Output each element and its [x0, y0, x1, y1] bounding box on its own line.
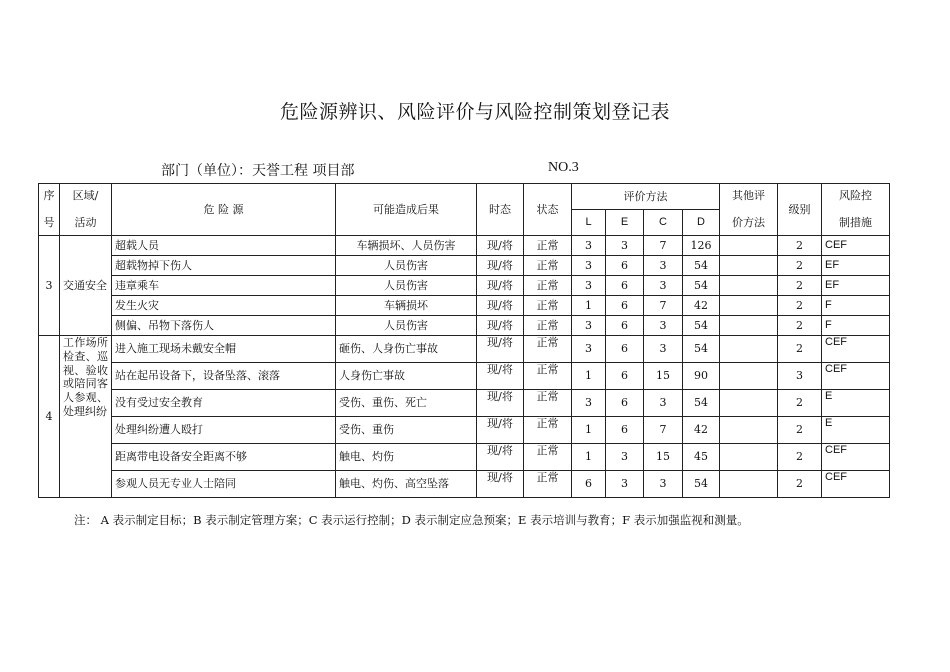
level-cell: 2	[778, 444, 822, 471]
C-cell: 7	[644, 296, 683, 316]
D-cell: 54	[683, 336, 720, 363]
D-cell: 54	[683, 316, 720, 336]
hazard-cell: 进入施工现场未戴安全帽	[112, 336, 336, 363]
control-cell: F	[822, 296, 890, 316]
group-area: 交通安全	[60, 236, 112, 336]
C-cell: 3	[644, 336, 683, 363]
control-cell: EF	[822, 256, 890, 276]
state-cell: 正常	[524, 336, 572, 363]
table-row	[39, 236, 890, 256]
state-cell: 正常	[524, 471, 572, 498]
control-cell: CEF	[822, 444, 890, 471]
other-cell	[720, 363, 778, 390]
table-row	[39, 417, 890, 444]
hazard-cell: 没有受过安全教育	[112, 390, 336, 417]
header-row-1	[39, 184, 890, 210]
group-area: 工作场所 检查、巡视、验收或陪同客人参观、处理纠纷	[60, 336, 112, 498]
control-cell: E	[822, 417, 890, 444]
control-cell: CEF	[822, 336, 890, 363]
header-consequence: 可能造成后果	[336, 184, 477, 236]
consequence-cell: 人员伤害	[336, 256, 477, 276]
D-cell: 42	[683, 417, 720, 444]
L-cell: 3	[572, 276, 606, 296]
table-row	[39, 444, 890, 471]
legend-note: 注： A 表示制定目标；B 表示制定管理方案；C 表示运行控制；D 表示制定应急预案；E 表示培训与教育；F 表示加强监视和测量。	[74, 513, 749, 527]
level-cell: 2	[778, 316, 822, 336]
consequence-cell: 车辆损坏、人员伤害	[336, 236, 477, 256]
L-cell: 3	[572, 336, 606, 363]
document-title: 危险源辨识、风险评价与风险控制策划登记表	[279, 101, 670, 123]
table-row	[39, 276, 890, 296]
header-control: 风险控 制措施	[822, 184, 890, 236]
table-row	[39, 363, 890, 390]
state-cell: 正常	[524, 296, 572, 316]
tense-cell: 现/将	[477, 236, 524, 256]
consequence-cell: 受伤、重伤、死亡	[336, 390, 477, 417]
table-row	[39, 256, 890, 276]
hazard-cell: 超载人员	[112, 236, 336, 256]
L-cell: 3	[572, 390, 606, 417]
E-cell: 6	[606, 336, 644, 363]
L-cell: 3	[572, 236, 606, 256]
L-cell: 6	[572, 471, 606, 498]
other-cell	[720, 316, 778, 336]
header-hazard: 危 险 源	[112, 184, 336, 236]
tense-cell: 现/将	[477, 444, 524, 471]
D-cell: 45	[683, 444, 720, 471]
control-cell: F	[822, 316, 890, 336]
level-cell: 2	[778, 471, 822, 498]
hazard-cell: 站在起吊设备下，设备坠落、滚落	[112, 363, 336, 390]
E-cell: 6	[606, 417, 644, 444]
tense-cell: 现/将	[477, 276, 524, 296]
control-cell: CEF	[822, 363, 890, 390]
header-other-method: 其他评 价方法	[720, 184, 778, 236]
consequence-cell: 触电、灼伤	[336, 444, 477, 471]
level-cell: 2	[778, 296, 822, 316]
other-cell	[720, 471, 778, 498]
C-cell: 3	[644, 390, 683, 417]
table-row	[39, 471, 890, 498]
other-cell	[720, 276, 778, 296]
control-cell: E	[822, 390, 890, 417]
L-cell: 1	[572, 417, 606, 444]
E-cell: 6	[606, 390, 644, 417]
header-level: 级别	[778, 184, 822, 236]
tense-cell: 现/将	[477, 256, 524, 276]
hazard-cell: 参观人员无专业人士陪同	[112, 471, 336, 498]
D-cell: 126	[683, 236, 720, 256]
header-evaluation: 评价方法	[572, 184, 720, 210]
level-cell: 2	[778, 256, 822, 276]
consequence-cell: 人员伤害	[336, 276, 477, 296]
header-tense: 时态	[477, 184, 524, 236]
L-cell: 1	[572, 444, 606, 471]
department-label: 部门（单位）：天誉工程 项目部	[161, 163, 355, 179]
group-seq: 3	[39, 236, 60, 336]
L-cell: 3	[572, 316, 606, 336]
header-E: E	[606, 210, 644, 236]
hazard-cell: 处理纠纷遭人殴打	[112, 417, 336, 444]
state-cell: 正常	[524, 444, 572, 471]
C-cell: 15	[644, 444, 683, 471]
hazard-cell: 侧偏、吊物下落伤人	[112, 316, 336, 336]
table-row	[39, 316, 890, 336]
other-cell	[720, 296, 778, 316]
D-cell: 54	[683, 471, 720, 498]
control-cell: EF	[822, 276, 890, 296]
consequence-cell: 受伤、重伤	[336, 417, 477, 444]
tense-cell: 现/将	[477, 363, 524, 390]
other-cell	[720, 444, 778, 471]
hazard-cell: 超载物掉下伤人	[112, 256, 336, 276]
C-cell: 3	[644, 316, 683, 336]
D-cell: 54	[683, 390, 720, 417]
L-cell: 3	[572, 256, 606, 276]
E-cell: 6	[606, 276, 644, 296]
hazard-cell: 发生火灾	[112, 296, 336, 316]
E-cell: 3	[606, 444, 644, 471]
table-row	[39, 296, 890, 316]
consequence-cell: 人身伤亡事故	[336, 363, 477, 390]
C-cell: 3	[644, 471, 683, 498]
level-cell: 3	[778, 363, 822, 390]
L-cell: 1	[572, 296, 606, 316]
C-cell: 7	[644, 417, 683, 444]
consequence-cell: 砸伤、人身伤亡事故	[336, 336, 477, 363]
tense-cell: 现/将	[477, 417, 524, 444]
tense-cell: 现/将	[477, 336, 524, 363]
E-cell: 3	[606, 471, 644, 498]
level-cell: 2	[778, 417, 822, 444]
other-cell	[720, 256, 778, 276]
C-cell: 3	[644, 256, 683, 276]
consequence-cell: 触电、灼伤、高空坠落	[336, 471, 477, 498]
tense-cell: 现/将	[477, 296, 524, 316]
other-cell	[720, 417, 778, 444]
D-cell: 42	[683, 296, 720, 316]
state-cell: 正常	[524, 363, 572, 390]
control-cell: CEF	[822, 236, 890, 256]
control-cell: CEF	[822, 471, 890, 498]
group-seq: 4	[39, 336, 60, 498]
header-L: L	[572, 210, 606, 236]
E-cell: 6	[606, 316, 644, 336]
other-cell	[720, 390, 778, 417]
C-cell: 15	[644, 363, 683, 390]
table-row	[39, 336, 890, 363]
hazard-register-table	[38, 183, 890, 498]
header-seq: 序 号	[39, 184, 60, 236]
consequence-cell: 车辆损坏	[336, 296, 477, 316]
E-cell: 3	[606, 236, 644, 256]
header-C: C	[644, 210, 683, 236]
L-cell: 1	[572, 363, 606, 390]
header-area: 区域/ 活动	[60, 184, 112, 236]
header-D: D	[683, 210, 720, 236]
D-cell: 90	[683, 363, 720, 390]
state-cell: 正常	[524, 417, 572, 444]
tense-cell: 现/将	[477, 471, 524, 498]
document-number: NO.3	[548, 160, 579, 175]
state-cell: 正常	[524, 390, 572, 417]
level-cell: 2	[778, 276, 822, 296]
header-state: 状态	[524, 184, 572, 236]
tense-cell: 现/将	[477, 316, 524, 336]
D-cell: 54	[683, 256, 720, 276]
level-cell: 2	[778, 336, 822, 363]
state-cell: 正常	[524, 276, 572, 296]
state-cell: 正常	[524, 316, 572, 336]
consequence-cell: 人员伤害	[336, 316, 477, 336]
hazard-cell: 距离带电设备安全距离不够	[112, 444, 336, 471]
E-cell: 6	[606, 363, 644, 390]
C-cell: 3	[644, 276, 683, 296]
other-cell	[720, 336, 778, 363]
E-cell: 6	[606, 296, 644, 316]
table-row	[39, 390, 890, 417]
state-cell: 正常	[524, 236, 572, 256]
tense-cell: 现/将	[477, 390, 524, 417]
C-cell: 7	[644, 236, 683, 256]
level-cell: 2	[778, 236, 822, 256]
state-cell: 正常	[524, 256, 572, 276]
D-cell: 54	[683, 276, 720, 296]
hazard-cell: 违章乘车	[112, 276, 336, 296]
other-cell	[720, 236, 778, 256]
E-cell: 6	[606, 256, 644, 276]
level-cell: 2	[778, 390, 822, 417]
